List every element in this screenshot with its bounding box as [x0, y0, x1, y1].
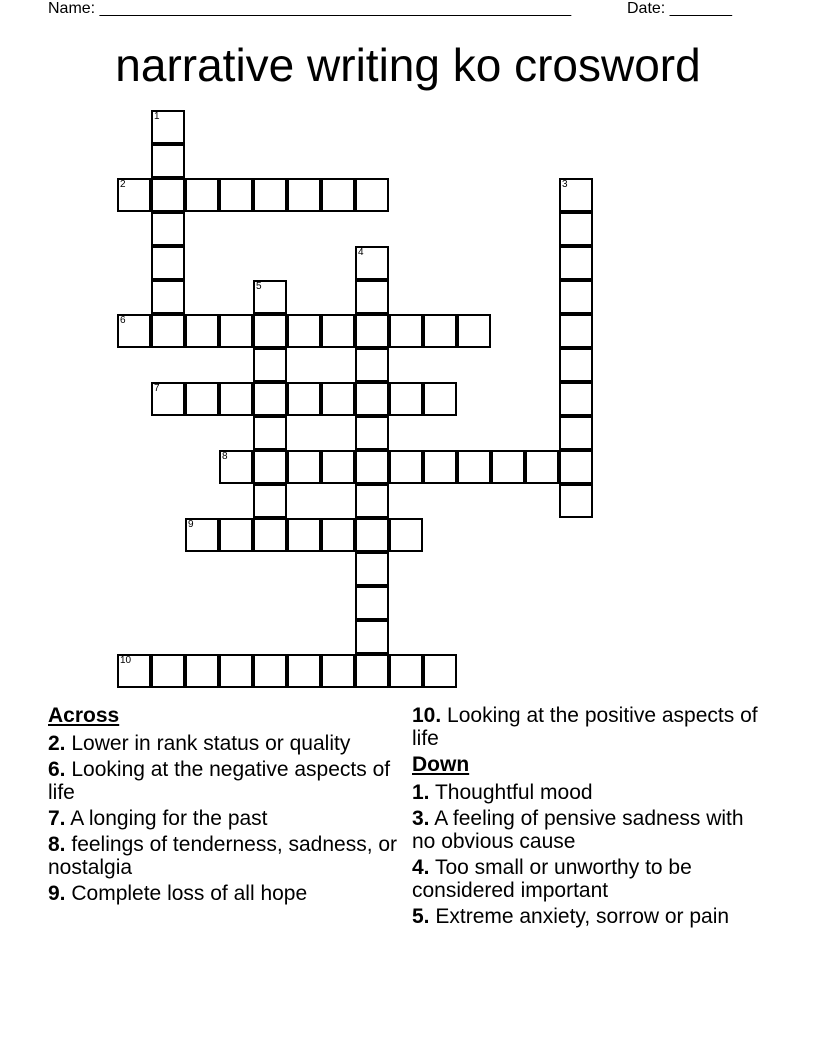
grid-cell[interactable] — [253, 382, 287, 416]
clue-text: Looking at the positive aspects of life — [412, 704, 758, 750]
grid-cell[interactable] — [253, 450, 287, 484]
grid-cell[interactable] — [117, 178, 151, 212]
grid-cell[interactable] — [355, 178, 389, 212]
grid-cell[interactable] — [253, 178, 287, 212]
clue-number: 10. — [412, 704, 442, 727]
clue-text: Too small or unworthy to be considered important — [412, 856, 692, 902]
grid-cell[interactable] — [525, 450, 559, 484]
clue-number: 3. — [412, 807, 430, 830]
grid-cell[interactable] — [559, 348, 593, 382]
clues-left-column — [48, 704, 408, 908]
cell-number: 9 — [188, 519, 194, 530]
grid-cell[interactable] — [423, 450, 457, 484]
grid-cell[interactable] — [355, 246, 389, 280]
grid-cell[interactable] — [151, 280, 185, 314]
cell-number: 2 — [120, 179, 126, 190]
grid-cell[interactable] — [355, 450, 389, 484]
grid-cell[interactable] — [151, 212, 185, 246]
grid-cell[interactable] — [559, 246, 593, 280]
across-clue — [48, 833, 408, 879]
grid-cell[interactable] — [253, 518, 287, 552]
grid-cell[interactable] — [559, 416, 593, 450]
grid-cell[interactable] — [321, 382, 355, 416]
grid-cell[interactable] — [491, 450, 525, 484]
down-clue — [412, 856, 772, 902]
cell-number: 8 — [222, 451, 228, 462]
grid-cell[interactable] — [219, 654, 253, 688]
clue-text: feelings of tenderness, sadness, or nostalgia — [48, 833, 398, 879]
grid-cell[interactable] — [151, 654, 185, 688]
clue-number: 7. — [48, 807, 66, 830]
grid-cell[interactable] — [355, 348, 389, 382]
grid-cell[interactable] — [321, 654, 355, 688]
grid-cell[interactable] — [117, 314, 151, 348]
grid-cell[interactable] — [287, 518, 321, 552]
grid-cell[interactable] — [219, 450, 253, 484]
grid-cell[interactable] — [287, 382, 321, 416]
date-field: Date: _______ — [627, 0, 732, 17]
across-clue — [412, 704, 772, 750]
grid-cell[interactable] — [287, 654, 321, 688]
grid-cell[interactable] — [355, 382, 389, 416]
grid-cell[interactable] — [151, 246, 185, 280]
grid-cell[interactable] — [185, 382, 219, 416]
grid-cell[interactable] — [423, 314, 457, 348]
across-clue — [48, 882, 408, 905]
down-clue — [412, 905, 772, 928]
grid-cell[interactable] — [355, 484, 389, 518]
clue-number: 2. — [48, 732, 66, 755]
grid-cell[interactable] — [355, 518, 389, 552]
grid-cell[interactable] — [185, 518, 219, 552]
grid-cell[interactable] — [389, 314, 423, 348]
grid-cell[interactable] — [389, 450, 423, 484]
grid-cell[interactable] — [559, 484, 593, 518]
across-clue — [48, 758, 408, 804]
clue-text: A longing for the past — [70, 807, 268, 830]
grid-cell[interactable] — [253, 348, 287, 382]
clue-number: 1. — [412, 781, 430, 804]
grid-cell[interactable] — [423, 382, 457, 416]
clue-text: Extreme anxiety, sorrow or pain — [435, 905, 730, 928]
grid-cell[interactable] — [287, 450, 321, 484]
grid-cell[interactable] — [151, 110, 185, 144]
clues-right-column — [412, 704, 772, 931]
grid-cell[interactable] — [287, 314, 321, 348]
down-heading: Down — [412, 753, 470, 776]
grid-cell[interactable] — [253, 484, 287, 518]
clue-number: 8. — [48, 833, 66, 856]
grid-cell[interactable] — [559, 450, 593, 484]
grid-cell[interactable] — [423, 654, 457, 688]
cell-number: 6 — [120, 315, 126, 326]
grid-cell[interactable] — [219, 382, 253, 416]
grid-cell[interactable] — [355, 620, 389, 654]
across-clue — [48, 807, 408, 830]
grid-cell[interactable] — [355, 654, 389, 688]
clue-number: 6. — [48, 758, 66, 781]
cell-number: 4 — [358, 247, 364, 258]
grid-cell[interactable] — [321, 178, 355, 212]
grid-cell[interactable] — [389, 382, 423, 416]
clue-text: Looking at the negative aspects of life — [48, 758, 391, 804]
grid-cell[interactable] — [355, 552, 389, 586]
cell-number: 1 — [154, 111, 160, 122]
grid-cell[interactable] — [219, 314, 253, 348]
grid-cell[interactable] — [559, 314, 593, 348]
clue-number: 4. — [412, 856, 430, 879]
grid-cell[interactable] — [355, 314, 389, 348]
grid-cell[interactable] — [389, 518, 423, 552]
grid-cell[interactable] — [117, 654, 151, 688]
grid-cell[interactable] — [559, 178, 593, 212]
cell-number: 10 — [120, 655, 132, 666]
grid-cell[interactable] — [151, 382, 185, 416]
down-clue — [412, 807, 772, 853]
grid-cell[interactable] — [253, 314, 287, 348]
grid-cell[interactable] — [219, 518, 253, 552]
down-clue — [412, 781, 772, 804]
clue-text: Thoughtful mood — [434, 781, 593, 804]
grid-cell[interactable] — [559, 382, 593, 416]
clue-number: 5. — [412, 905, 430, 928]
grid-cell[interactable] — [151, 144, 185, 178]
grid-cell[interactable] — [185, 178, 219, 212]
clue-text: A feeling of pensive sadness with no obvious cause — [412, 807, 744, 853]
grid-cell[interactable] — [253, 280, 287, 314]
clue-text: Complete loss of all hope — [71, 882, 308, 905]
grid-cell[interactable] — [355, 280, 389, 314]
grid-cell[interactable] — [321, 518, 355, 552]
grid-cell[interactable] — [457, 314, 491, 348]
grid-cell[interactable] — [151, 314, 185, 348]
grid-cell[interactable] — [253, 416, 287, 450]
clue-text: Lower in rank status or quality — [71, 732, 351, 755]
grid-cell[interactable] — [321, 314, 355, 348]
grid-cell[interactable] — [185, 314, 219, 348]
grid-cell[interactable] — [559, 280, 593, 314]
grid-cell[interactable] — [355, 586, 389, 620]
clue-number: 9. — [48, 882, 66, 905]
grid-cell[interactable] — [219, 178, 253, 212]
grid-cell[interactable] — [559, 212, 593, 246]
grid-cell[interactable] — [457, 450, 491, 484]
puzzle-title: narrative writing ko crosword — [115, 39, 701, 91]
cell-number: 7 — [154, 383, 160, 394]
across-heading: Across — [48, 704, 120, 727]
grid-cell[interactable] — [185, 654, 219, 688]
grid-cell[interactable] — [151, 178, 185, 212]
grid-cell[interactable] — [321, 450, 355, 484]
cell-number: 5 — [256, 281, 262, 292]
grid-cell[interactable] — [355, 416, 389, 450]
grid-cell[interactable] — [389, 654, 423, 688]
grid-cell[interactable] — [253, 654, 287, 688]
name-field: Name: _____________________________________________________ — [48, 0, 572, 17]
cell-number: 3 — [562, 179, 568, 190]
grid-cell[interactable] — [287, 178, 321, 212]
across-clue — [48, 732, 408, 755]
